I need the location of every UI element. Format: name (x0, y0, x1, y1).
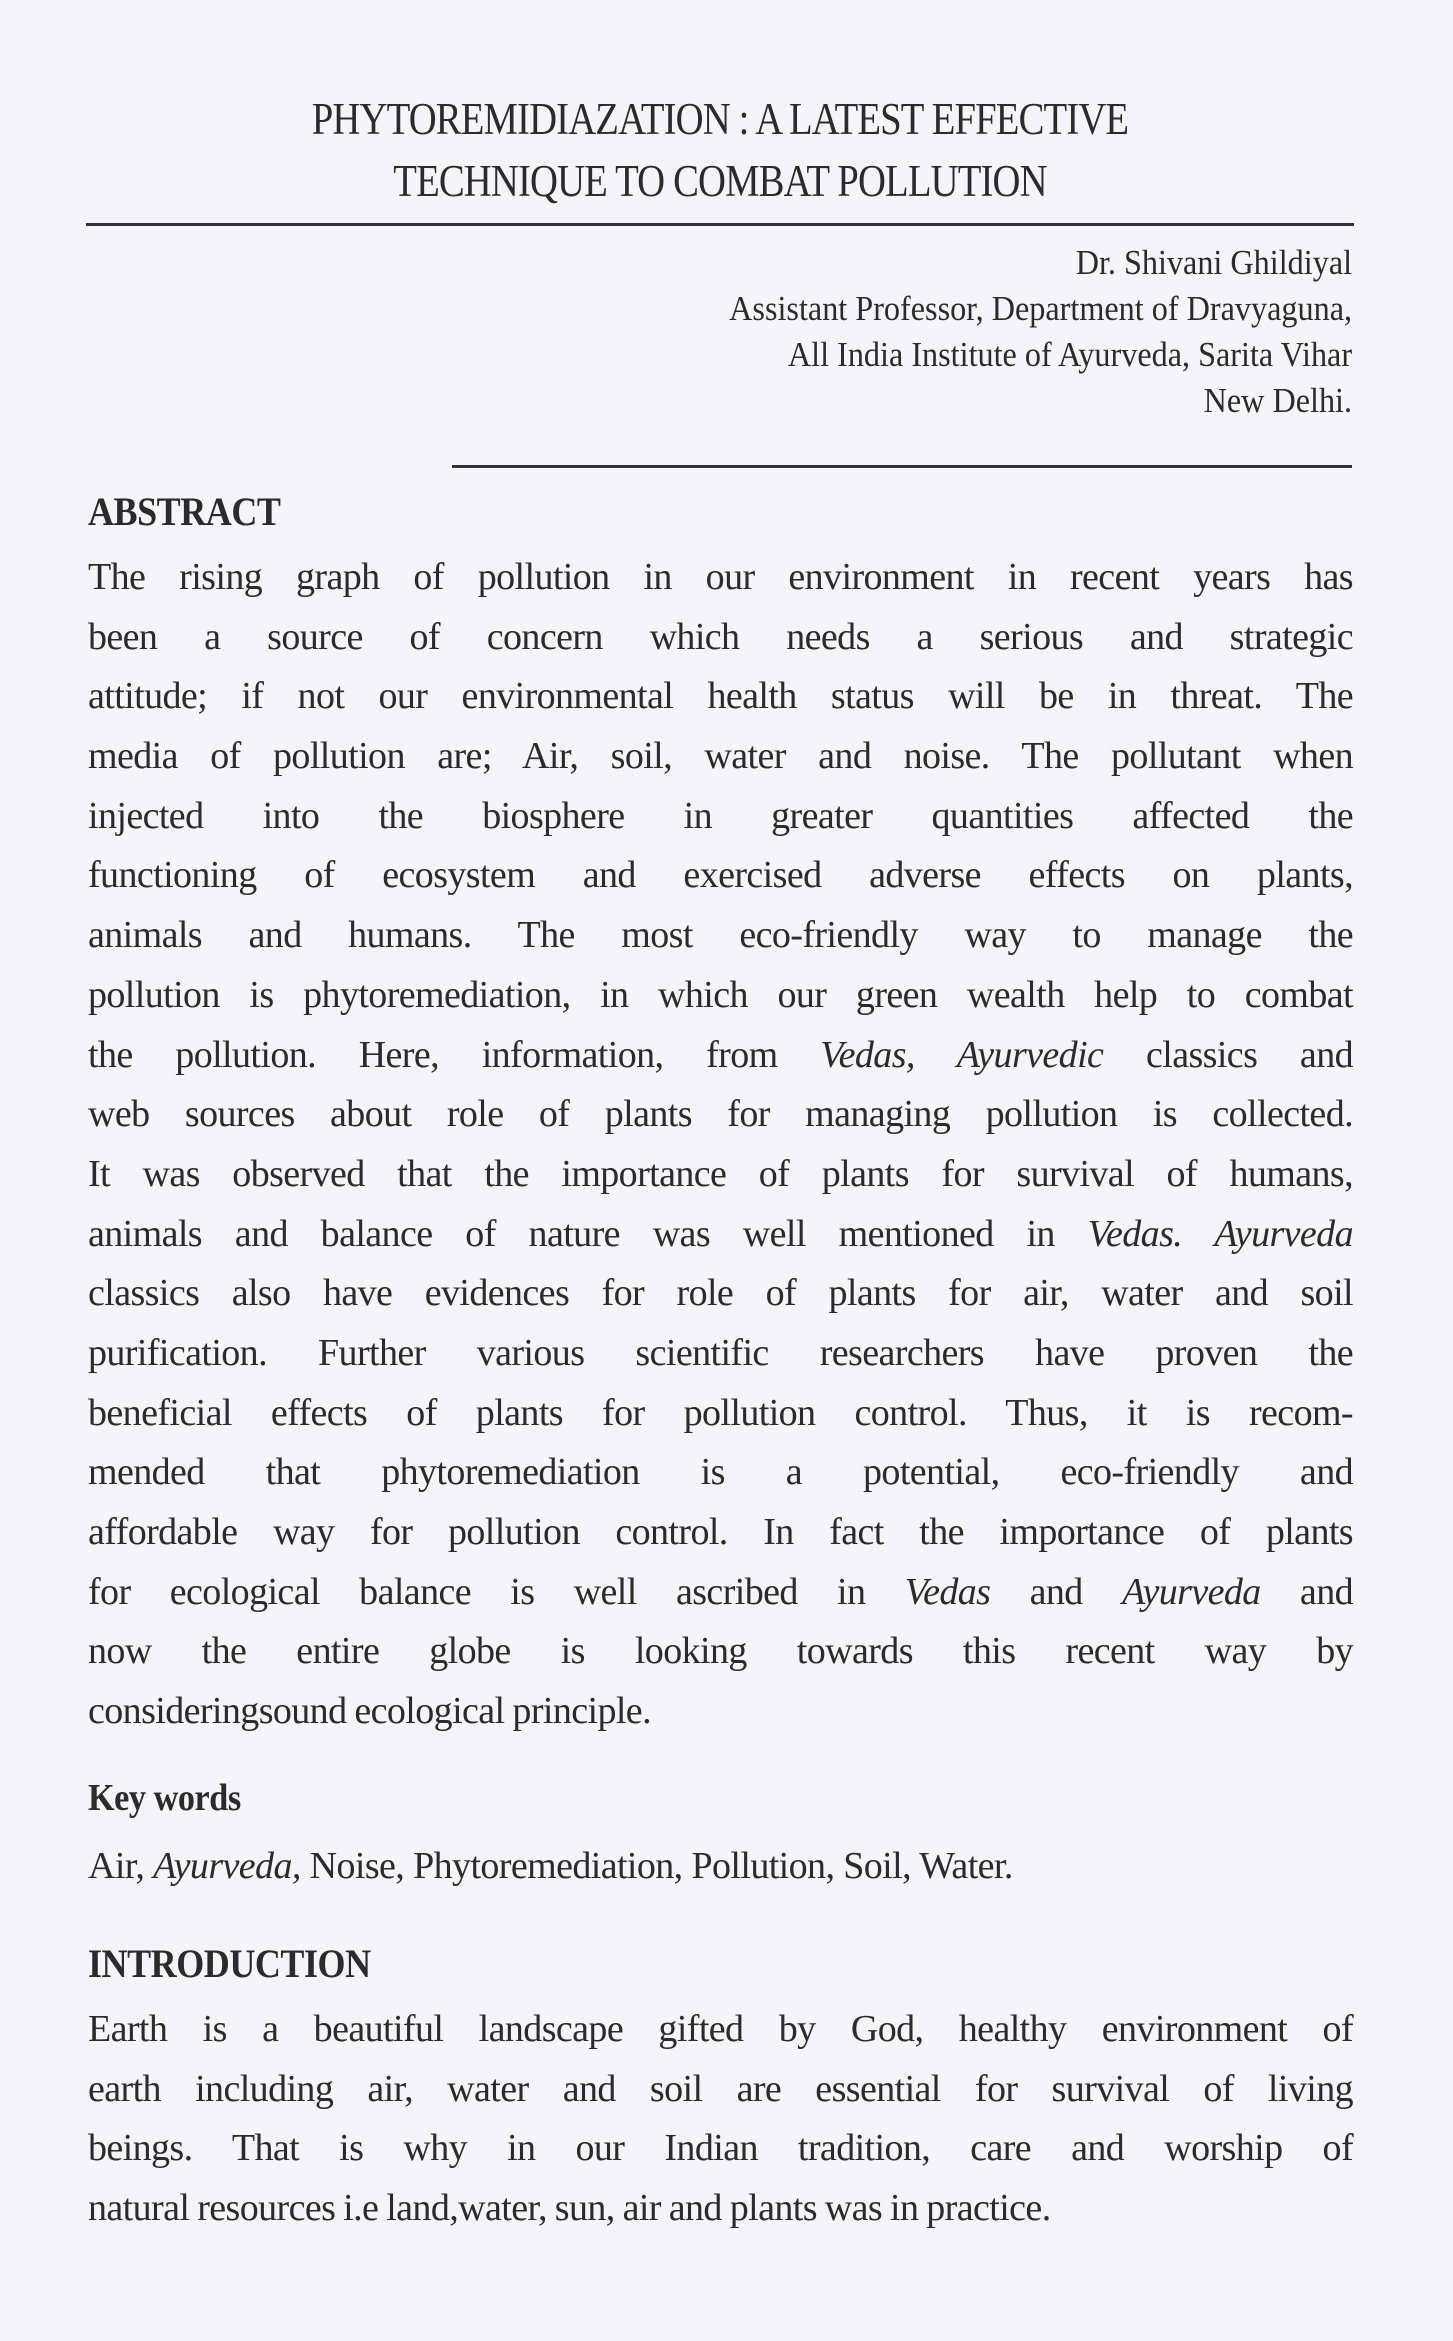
text-line (88, 1443, 1353, 1503)
italic-term: Vedas, Ayurvedic (820, 1033, 1104, 1076)
italic-term: Vedas (904, 1570, 991, 1613)
text-segment: web sources about role of plants for managing pollution is collected. (88, 1093, 1353, 1136)
author-affiliation (675, 240, 1352, 424)
author-city: New Delhi. (1203, 381, 1352, 420)
text-line (88, 1563, 1353, 1623)
author-position: Assistant Professor, Department of Dravyaguna, (729, 289, 1352, 328)
title-line-2: TECHNIQUE TO COMBAT POLLUTION (393, 156, 1047, 206)
text-segment: animals and humans. The most eco-friendly way to manage the (88, 914, 1353, 957)
text-line (88, 667, 1353, 727)
text-segment: for ecological balance is well ascribed in (88, 1570, 905, 1613)
italic-term: Ayurveda (1121, 1570, 1261, 1613)
text-segment: mended that phytoremediation is a potential, eco-friendly and (88, 1451, 1353, 1494)
text-segment: beneficial effects of plants for pollution control. Thus, it is recom- (88, 1391, 1353, 1434)
text-segment: functioning of ecosystem and exercised adverse effects on plants, (88, 854, 1353, 897)
text-line (88, 727, 1353, 787)
affiliation-divider (452, 465, 1352, 468)
title-divider (86, 223, 1354, 226)
text-segment: and (990, 1570, 1122, 1613)
text-segment: the pollution. Here, information, from (88, 1033, 821, 1076)
text-segment: attitude; if not our environmental health status will be in threat. The (88, 675, 1353, 718)
text-line (88, 2000, 1353, 2060)
text-line (88, 2179, 1353, 2239)
keywords-heading: Key words (88, 1777, 241, 1819)
text-line (88, 1324, 1353, 1384)
text-line (88, 1384, 1353, 1444)
text-segment: animals and balance of nature was well mentioned in (88, 1212, 1088, 1255)
text-segment: pollution is phytoremediation, in which our green wealth help to combat (88, 973, 1353, 1016)
text-segment: natural resources i.e land,water, sun, air and plants was in practice. (88, 2187, 1051, 2230)
text-segment: consideringsound ecological principle. (88, 1690, 651, 1733)
text-segment: injected into the biosphere in greater quantities affected the (88, 794, 1353, 837)
text-line (88, 1085, 1353, 1145)
text-line (88, 846, 1353, 906)
text-segment: beings. That is why in our Indian tradition, care and worship of (88, 2127, 1353, 2170)
text-segment: classics also have evidences for role of plants for air, water and soil (88, 1272, 1353, 1315)
text-line (88, 1026, 1353, 1086)
text-segment: classics and (1103, 1033, 1353, 1076)
italic-term: Vedas. Ayurveda (1087, 1212, 1353, 1255)
abstract-body (88, 548, 1353, 1742)
italic-term: Ayurveda, (153, 1845, 301, 1887)
text-line (88, 966, 1353, 1026)
text-line (88, 548, 1353, 608)
text-line (88, 1205, 1353, 1265)
text-line (88, 2119, 1353, 2179)
introduction-body (88, 2000, 1353, 2239)
text-segment: Air, (88, 1845, 154, 1887)
text-segment: The rising graph of pollution in our environment in recent years has (88, 556, 1353, 598)
text-segment: purification. Further various scientific researchers have proven the (88, 1331, 1353, 1374)
text-line (88, 1264, 1353, 1324)
text-segment: now the entire globe is looking towards this recent way by (88, 1630, 1353, 1673)
text-segment: media of pollution are; Air, soil, water and noise. The pollutant when (88, 735, 1353, 778)
author-name: Dr. Shivani Ghildiyal (1075, 243, 1352, 282)
text-segment: It was observed that the importance of plants for survival of humans, (88, 1152, 1353, 1195)
text-line (88, 1145, 1353, 1205)
text-segment: been a source of concern which needs a serious and strategic (88, 615, 1353, 658)
keywords-list (88, 1836, 1013, 1896)
text-line (88, 608, 1353, 668)
abstract-heading: ABSTRACT (88, 489, 281, 534)
text-segment: Earth is a beautiful landscape gifted by God, healthy environment of (88, 2008, 1353, 2050)
text-line (88, 2060, 1353, 2120)
text-segment: Noise, Phytoremediation, Pollution, Soil, Water. (300, 1845, 1013, 1887)
text-line (88, 787, 1353, 847)
text-line (88, 906, 1353, 966)
title-line-1: PHYTOREMIDIAZATION : A LATEST EFFECTIVE (311, 94, 1129, 144)
paper-title (175, 88, 1265, 212)
text-segment: earth including air, water and soil are essential for survival of living (88, 2067, 1353, 2110)
text-segment: and (1260, 1570, 1353, 1613)
text-line (88, 1503, 1353, 1563)
text-line (88, 1622, 1353, 1682)
introduction-heading: INTRODUCTION (88, 1941, 371, 1986)
text-segment: affordable way for pollution control. In fact the importance of plants (88, 1511, 1353, 1553)
text-line (88, 1682, 1353, 1742)
author-institute: All India Institute of Ayurveda, Sarita Vihar (787, 335, 1352, 374)
